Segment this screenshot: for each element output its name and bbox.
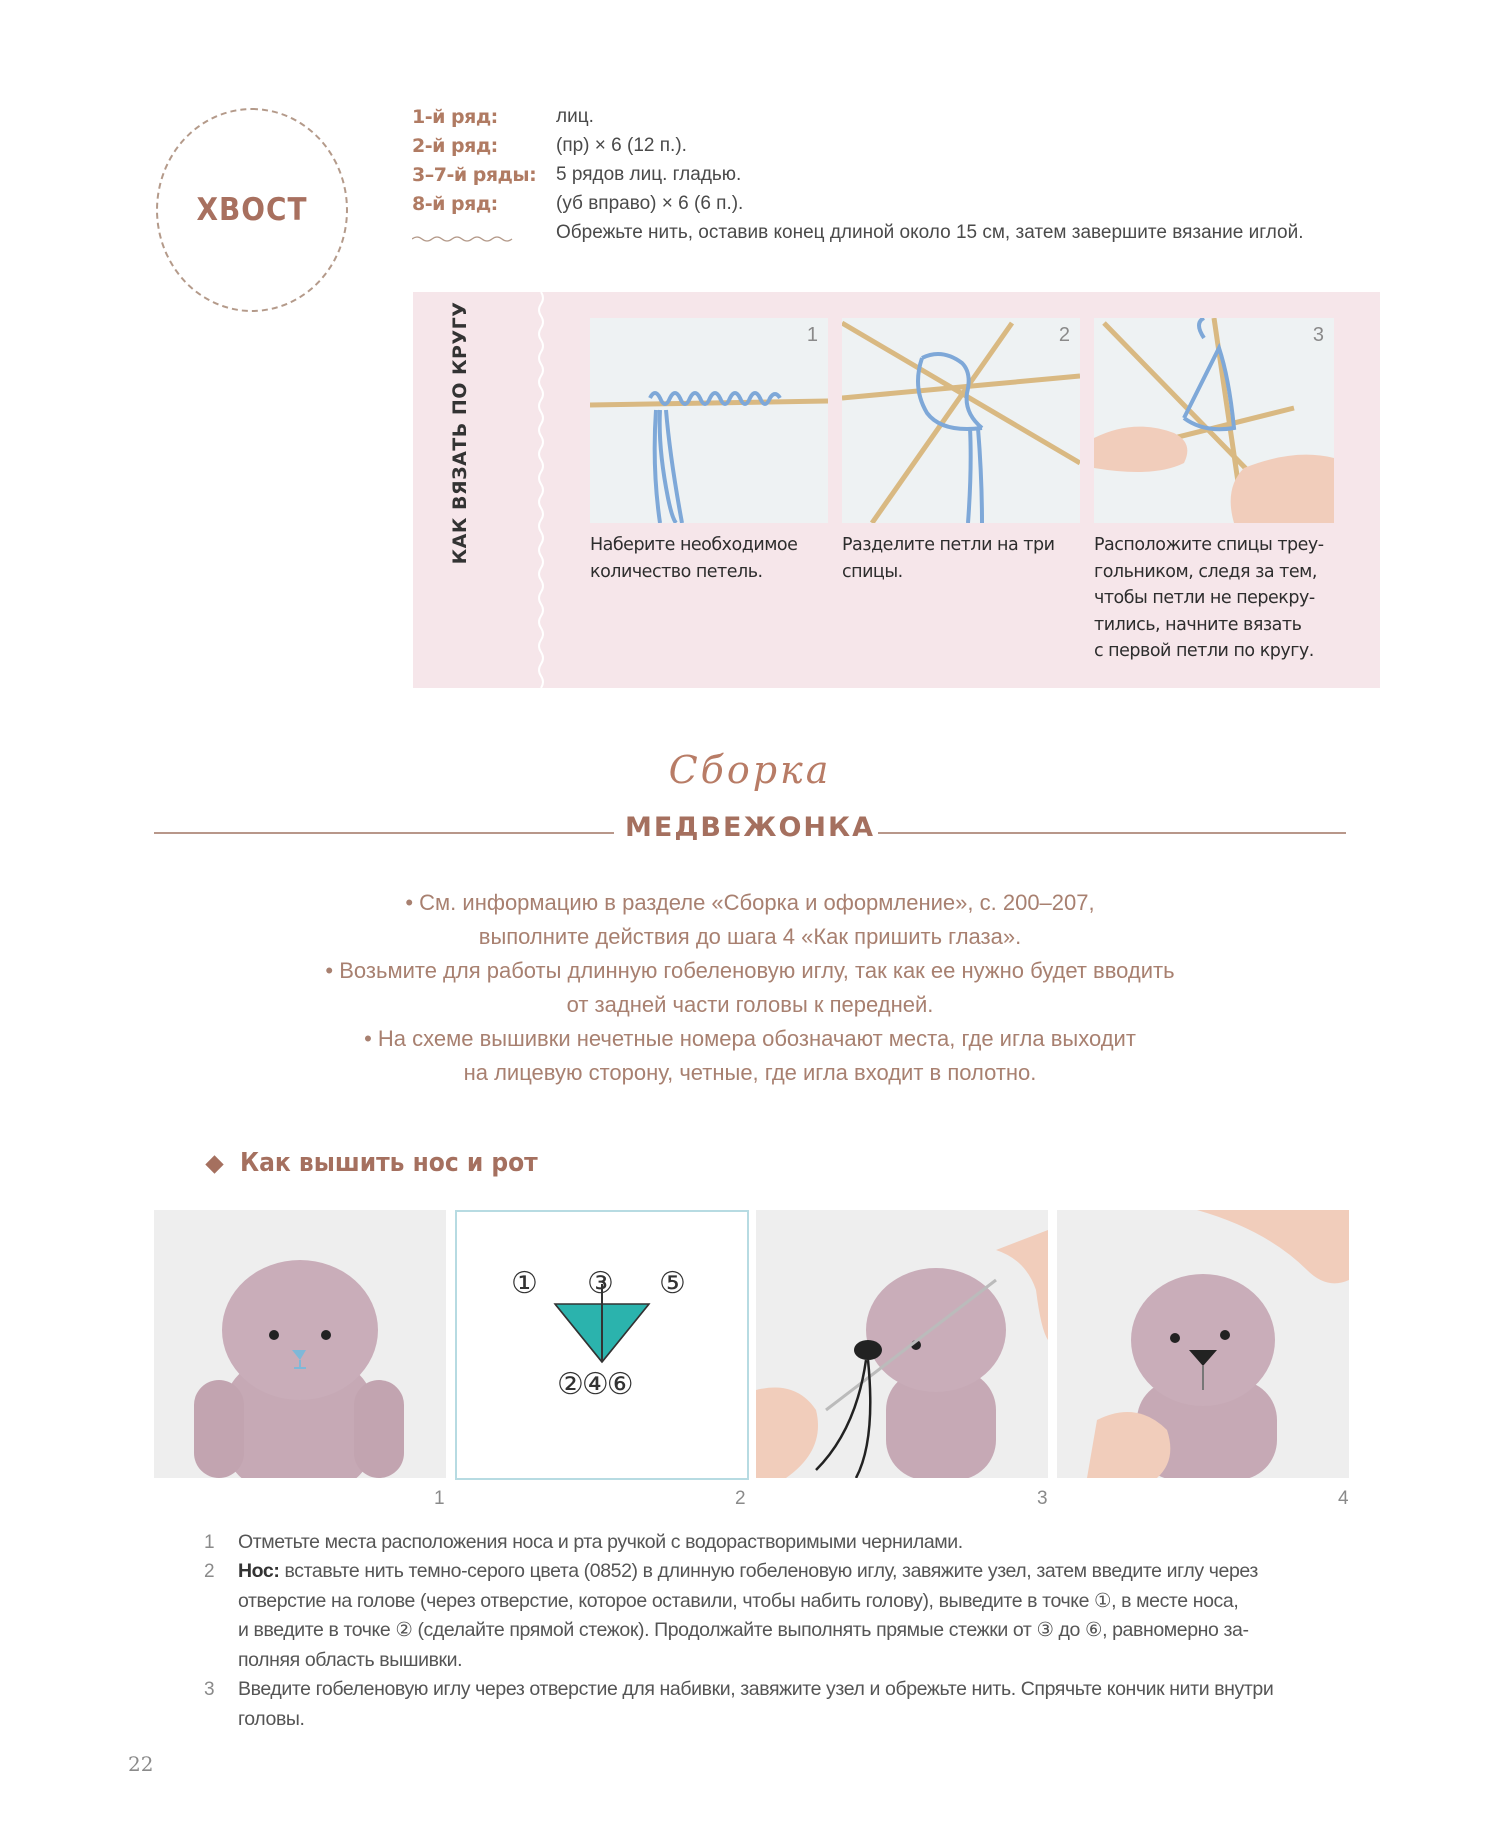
instruction-line: вставьте нить темно-серого цвета (0852) в длинную гобеленовую иглу, завяжите узел, затем введите иглу через bbox=[279, 1560, 1258, 1582]
note-line: на лицевую сторону, четные, где игла входит в полотно. bbox=[463, 1060, 1037, 1085]
diamond-bullet-icon bbox=[205, 1155, 223, 1173]
step-caption-1 bbox=[590, 532, 797, 585]
instruction-bold-label: Нос: bbox=[238, 1560, 280, 1582]
instruction-1 bbox=[238, 1528, 1348, 1558]
diagram-point: ⑤ bbox=[659, 1267, 686, 1300]
panel-title bbox=[440, 301, 480, 565]
assembly-title: МЕДВЕЖОНКА bbox=[625, 812, 875, 843]
row-text: лиц. bbox=[556, 106, 594, 127]
triangle-knitting-illustration bbox=[1094, 318, 1334, 523]
step-number: 3 bbox=[1312, 324, 1324, 346]
caption-line: с первой петли по кругу. bbox=[1094, 641, 1314, 661]
caption-line: количество петель. bbox=[590, 561, 763, 582]
step-number: 2 bbox=[1058, 324, 1070, 346]
step-caption-2 bbox=[842, 532, 1054, 585]
photo-number: 3 bbox=[1037, 1488, 1048, 1509]
panel-wave-divider bbox=[534, 292, 548, 688]
instruction-2 bbox=[238, 1557, 1348, 1675]
nose-diagram bbox=[455, 1210, 749, 1480]
note-line: • На схеме вышивки нечетные номера обозначают места, где игла выходит bbox=[364, 1026, 1136, 1051]
nose-heading: Как вышить нос и рот bbox=[240, 1148, 538, 1178]
photo-number: 4 bbox=[1338, 1488, 1349, 1509]
row-label: 8-й ряд: bbox=[412, 193, 498, 215]
caption-line: Разделите петли на три bbox=[842, 535, 1055, 555]
bear-stitching-illustration bbox=[756, 1210, 1048, 1478]
caption-line: спицы. bbox=[842, 561, 903, 582]
step-photo-3 bbox=[1094, 318, 1334, 523]
three-needles-illustration bbox=[842, 318, 1080, 523]
step-caption-3 bbox=[1094, 532, 1324, 665]
instruction-3 bbox=[238, 1675, 1348, 1734]
bear-marked-illustration bbox=[154, 1210, 446, 1478]
row-text: (уб вправо) × 6 (6 п.). bbox=[556, 193, 744, 214]
row-label: 1-й ряд: bbox=[412, 106, 498, 128]
instruction-number: 3 bbox=[204, 1679, 215, 1700]
nose-photo-4 bbox=[1057, 1210, 1349, 1478]
caption-line: тились, начните вязать bbox=[1094, 614, 1302, 635]
title-rule-right bbox=[878, 832, 1346, 834]
instruction-line: Введите гобеленовую иглу через отверстие для набивки, завяжите узел и обрежьте нить. Спрячьте кончик нити внутри bbox=[238, 1678, 1274, 1700]
stitch-diagram bbox=[457, 1212, 747, 1478]
diagram-point: ③ bbox=[587, 1267, 614, 1300]
finish-text: Обрежьте нить, оставив конец длиной около 15 см, затем завершите вязание иглой. bbox=[556, 222, 1304, 243]
row-label: 3–7-й ряды: bbox=[412, 164, 537, 186]
page-number: 22 bbox=[128, 1752, 154, 1776]
caption-line: Расположите спицы треу- bbox=[1094, 535, 1324, 555]
wave-divider bbox=[412, 234, 517, 244]
panel-title-text: КАК ВЯЗАТЬ ПО КРУГУ bbox=[449, 301, 471, 565]
instruction-number: 2 bbox=[204, 1561, 215, 1582]
row-text: 5 рядов лиц. гладью. bbox=[556, 164, 742, 185]
nose-photo-1 bbox=[154, 1210, 446, 1478]
caption-line: Наберите необходимое bbox=[590, 535, 798, 555]
diagram-point: ① bbox=[511, 1267, 538, 1300]
tail-badge bbox=[156, 108, 348, 312]
cast-on-illustration bbox=[590, 318, 828, 523]
diagram-point: ②④⑥ bbox=[557, 1368, 632, 1401]
instruction-line: полняя область вышивки. bbox=[238, 1648, 463, 1671]
note-line: выполните действия до шага 4 «Как пришить глаза». bbox=[478, 924, 1022, 949]
instruction-line: головы. bbox=[238, 1707, 305, 1730]
caption-line: гольником, следя за тем, bbox=[1094, 561, 1317, 582]
caption-line: чтобы петли не перекру- bbox=[1094, 588, 1315, 608]
step-number: 1 bbox=[806, 324, 818, 346]
assembly-script-title: Сборка bbox=[668, 748, 832, 792]
photo-number: 2 bbox=[735, 1488, 746, 1509]
nose-photo-3 bbox=[756, 1210, 1048, 1478]
note-line: • См. информацию в разделе «Сборка и оформление», с. 200–207, bbox=[405, 890, 1095, 915]
step-photo-1 bbox=[590, 318, 828, 523]
note-line: от задней части головы к передней. bbox=[566, 992, 934, 1017]
instruction-number: 1 bbox=[204, 1532, 215, 1553]
tail-title: ХВОСТ bbox=[196, 192, 308, 228]
step-photo-2 bbox=[842, 318, 1080, 523]
instruction-line: и введите в точке ② (сделайте прямой стежок). Продолжайте выполнять прямые стежки от ③ до ⑥, равномерно за- bbox=[238, 1619, 1249, 1641]
instruction-line: Отметьте места расположения носа и рта ручкой с водорастворимыми чернилами. bbox=[238, 1531, 963, 1553]
instruction-line: отверстие на голове (через отверстие, которое оставили, чтобы набить голову), выведите в точке ①, в месте носа, bbox=[238, 1589, 1239, 1612]
note-line: • Возьмите для работы длинную гобеленовую иглу, так как ее нужно будет вводить bbox=[325, 958, 1175, 983]
row-text: (пр) × 6 (12 п.). bbox=[556, 135, 687, 156]
photo-number: 1 bbox=[434, 1488, 445, 1509]
bear-finished-illustration bbox=[1057, 1210, 1349, 1478]
row-label: 2-й ряд: bbox=[412, 135, 498, 157]
